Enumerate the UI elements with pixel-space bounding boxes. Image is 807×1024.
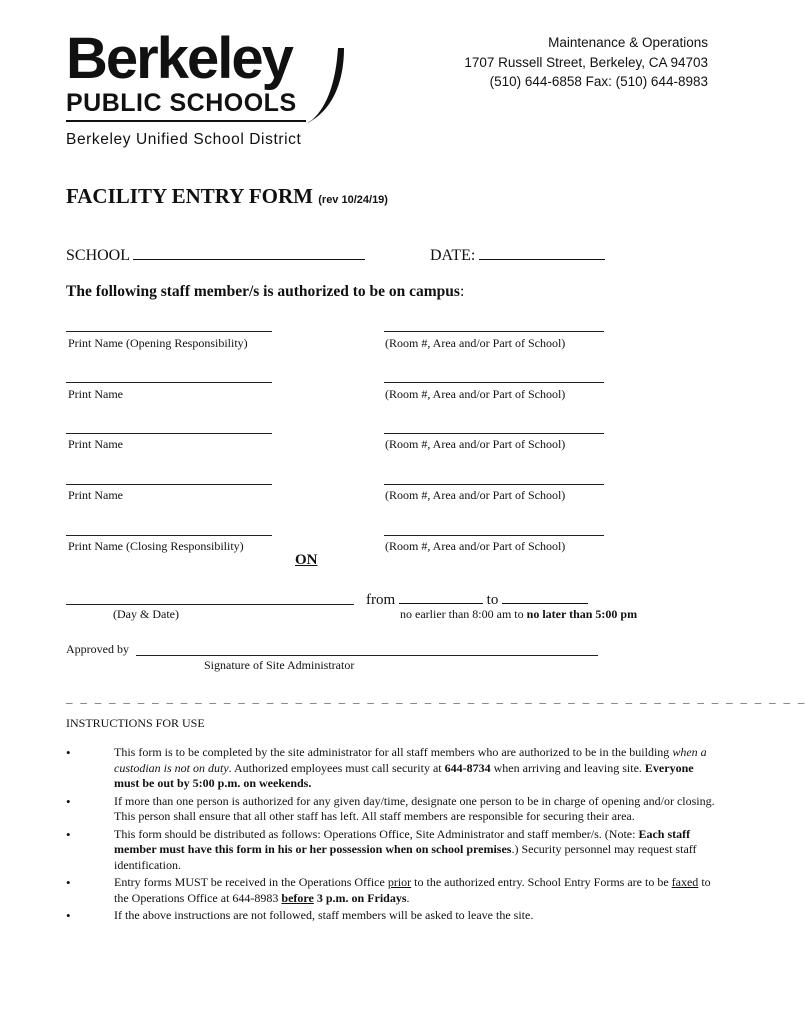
form-title-text: FACILITY ENTRY FORM bbox=[66, 184, 313, 208]
day-date-caption: (Day & Date) bbox=[113, 607, 179, 621]
bullet-icon: • bbox=[66, 793, 71, 809]
from-label: from bbox=[366, 592, 396, 608]
logo-wordmark: Berkeley bbox=[66, 26, 292, 91]
signature-caption: Signature of Site Administrator bbox=[204, 658, 355, 672]
authorized-heading: The following staff member/s is authorized to be on campus: bbox=[66, 283, 465, 300]
area-caption-1: (Room #, Area and/or Part of School) bbox=[385, 336, 566, 350]
name-caption-2: Print Name bbox=[68, 387, 123, 401]
name-line-1[interactable] bbox=[66, 331, 272, 332]
form-title bbox=[66, 184, 388, 212]
logo-subtitle: PUBLIC SCHOOLS bbox=[66, 89, 297, 117]
department: Maintenance & Operations bbox=[548, 35, 708, 50]
area-line-4[interactable] bbox=[384, 484, 604, 485]
approved-label: Approved by bbox=[66, 642, 129, 656]
cut-line-separator: _ _ _ _ _ _ _ _ _ _ _ _ _ _ _ _ _ _ _ _ _ _ _ _ _ _ _ _ _ _ _ _ _ _ _ _ _ _ _ _ _ _ _ _ _ _ _ _ _ _ _ _ bbox=[66, 690, 807, 705]
contact-block bbox=[464, 33, 708, 92]
form-revision: (rev 10/24/19) bbox=[318, 194, 388, 206]
area-caption-3: (Room #, Area and/or Part of School) bbox=[385, 437, 566, 451]
instruction-item: • This form should be distributed as follows: Operations Office, Site Administrator and staff member/s. (Note: Each staff member must have this form in his or her possession when on school premises.) Security personnel may request staff identification. bbox=[66, 826, 697, 872]
school-field[interactable] bbox=[66, 245, 365, 266]
instruction-item: • This form is to be completed by the site administrator for all staff members who are authorized to be in the building when a custodian is not on duty. Authorized employees must call security at 644-8734 when arriving and leaving site. Everyone must be out by 5:00 p.m. on weekends. bbox=[66, 745, 707, 790]
to-time-line[interactable] bbox=[502, 589, 588, 604]
instruction-item: • If more than one person is authorized for any given day/time, designate one person to be in charge of opening and/or closing. This person shall ensure that all other staff has left. All staff members are responsible for securing their area. bbox=[66, 793, 715, 823]
area-line-1[interactable] bbox=[384, 331, 604, 332]
name-caption-1: Print Name (Opening Responsibility) bbox=[68, 336, 248, 350]
name-line-4[interactable] bbox=[66, 484, 272, 485]
bullet-icon: • bbox=[66, 908, 71, 923]
area-caption-4: (Room #, Area and/or Part of School) bbox=[385, 488, 566, 502]
area-caption-5: (Room #, Area and/or Part of School) bbox=[385, 539, 566, 553]
from-time-line[interactable] bbox=[399, 589, 483, 604]
phone-fax: (510) 644-6858 Fax: (510) 644-8983 bbox=[489, 74, 708, 89]
bullet-icon: • bbox=[66, 745, 71, 760]
to-label: to bbox=[486, 592, 499, 608]
date-field[interactable] bbox=[430, 245, 605, 266]
school-line[interactable] bbox=[133, 245, 365, 260]
area-line-3[interactable] bbox=[384, 433, 604, 434]
area-line-2[interactable] bbox=[384, 382, 604, 383]
bullet-icon: • bbox=[66, 826, 71, 842]
date-label: DATE: bbox=[430, 247, 476, 264]
on-label: ON bbox=[295, 552, 318, 568]
school-label: SCHOOL bbox=[66, 247, 130, 264]
instruction-item: • If the above instructions are not followed, staff members will be asked to leave the site. bbox=[66, 908, 534, 923]
name-line-5[interactable] bbox=[66, 535, 272, 536]
signature-line[interactable] bbox=[136, 655, 598, 656]
instructions-list bbox=[66, 745, 716, 926]
name-caption-4: Print Name bbox=[68, 488, 123, 502]
logo-divider bbox=[66, 120, 306, 122]
bullet-icon: • bbox=[66, 875, 71, 890]
date-line[interactable] bbox=[479, 245, 605, 260]
address: 1707 Russell Street, Berkeley, CA 94703 bbox=[464, 54, 708, 70]
area-caption-2: (Room #, Area and/or Part of School) bbox=[385, 387, 566, 401]
district-name: Berkeley Unified School District bbox=[66, 131, 302, 148]
name-caption-5: Print Name (Closing Responsibility) bbox=[68, 539, 244, 553]
instructions-heading: INSTRUCTIONS FOR USE bbox=[66, 716, 205, 730]
area-line-5[interactable] bbox=[384, 535, 604, 536]
time-note: no earlier than 8:00 am to no later than 5:00 pm bbox=[400, 607, 638, 621]
day-date-line[interactable] bbox=[66, 604, 354, 605]
name-line-2[interactable] bbox=[66, 382, 272, 383]
name-caption-3: Print Name bbox=[68, 437, 123, 451]
name-line-3[interactable] bbox=[66, 433, 272, 434]
instruction-item: • Entry forms MUST be received in the Operations Office prior to the authorized entry. School Entry Forms are to be faxed to the Operations Office at 644-8983 before 3 p.m. on Fridays. bbox=[66, 875, 711, 905]
